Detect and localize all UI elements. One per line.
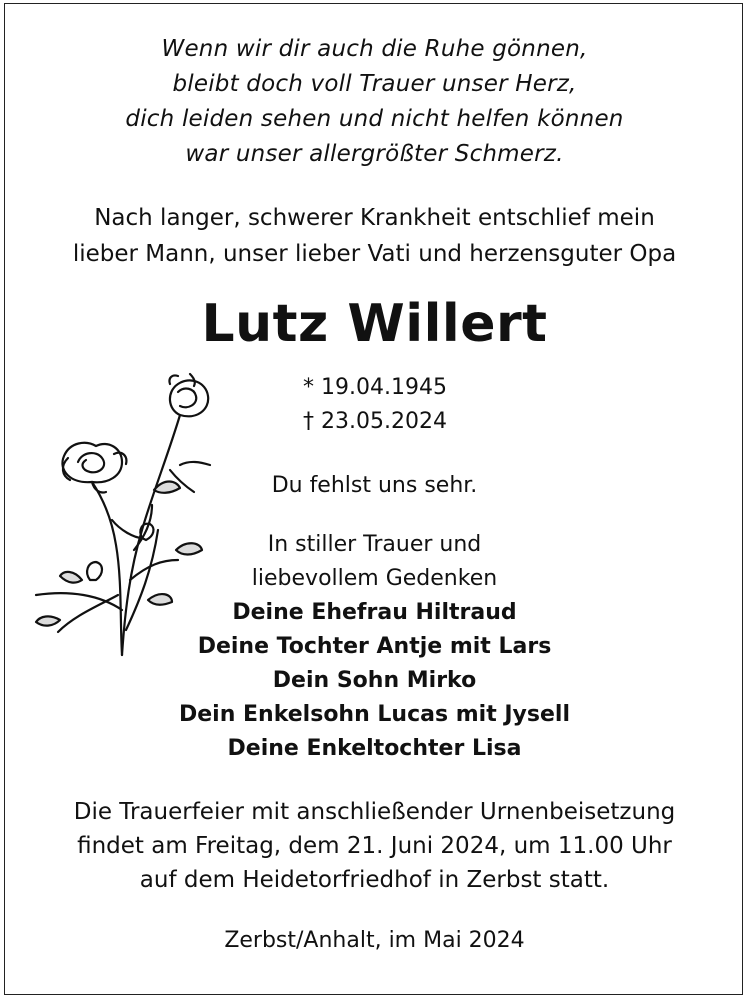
funeral-details xyxy=(0,795,749,897)
deceased-name: Lutz Willert xyxy=(201,294,548,354)
intro-line: Nach langer, schwerer Krankheit entschlief mein xyxy=(94,205,655,231)
mourner-name: Dein Enkelsohn Lucas mit Jysell xyxy=(178,702,570,727)
poem-line: dich leiden sehen und nicht helfen können xyxy=(125,106,624,132)
mourning-intro-line: In stiller Trauer und xyxy=(267,532,482,557)
intro-line: lieber Mann, unser lieber Vati und herzensguter Opa xyxy=(72,241,677,267)
funeral-line: Die Trauerfeier mit anschließender Urnenbeisetzung xyxy=(73,799,676,825)
mourner-name: Deine Ehefrau Hiltraud xyxy=(232,600,517,625)
funeral-line: auf dem Heidetorfriedhof in Zerbst statt. xyxy=(139,867,610,893)
mourner-name: Deine Tochter Antje mit Lars xyxy=(197,634,552,659)
death-date: † 23.05.2024 xyxy=(303,409,447,434)
mourners-block xyxy=(100,528,649,766)
missed-message: Du fehlst uns sehr. xyxy=(271,473,478,498)
poem-line: war unser allergrößter Schmerz. xyxy=(185,141,564,167)
poem-line: bleibt doch voll Trauer unser Herz, xyxy=(172,71,577,97)
life-dates xyxy=(280,371,470,439)
place-and-date: Zerbst/Anhalt, im Mai 2024 xyxy=(224,928,525,953)
death-announcement-intro xyxy=(0,200,749,272)
poem-line: Wenn wir dir auch die Ruhe gönnen, xyxy=(161,36,588,62)
mourner-name: Deine Enkeltochter Lisa xyxy=(227,736,522,761)
memorial-poem xyxy=(0,32,749,172)
mourner-name: Dein Sohn Mirko xyxy=(272,668,477,693)
birth-date: * 19.04.1945 xyxy=(303,375,447,400)
mourning-intro-line: liebevollem Gedenken xyxy=(251,566,498,591)
funeral-line: findet am Freitag, dem 21. Juni 2024, um 11.00 Uhr xyxy=(77,833,672,859)
